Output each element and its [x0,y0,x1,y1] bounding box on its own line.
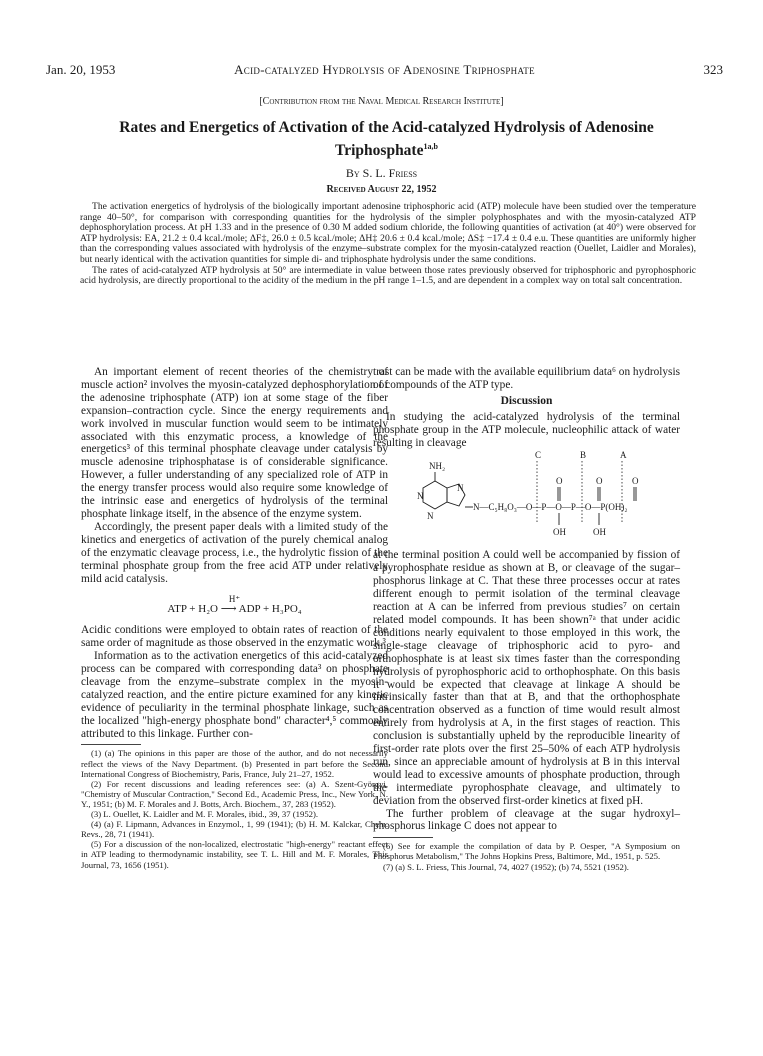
footnote: (7) (a) S. L. Friess, This Journal, 74, 4027 (1952); (b) 74, 5521 (1952). [383,861,629,872]
header-running-title: Acid-catalyzed Hydrolysis of Adenosine Triphosphate [234,62,535,77]
ring-n-label: N [427,511,434,522]
label-b: B [580,450,587,461]
pyrimidine-ring [423,481,447,509]
left-column [81,366,388,870]
footnote-rule [81,744,141,745]
equation-text: ATP + H₂O ⟶ ADP + H₃PO₄ [167,603,302,616]
author-line: By S. L. Friess [345,166,418,180]
footnote: (2) For recent discussions and leading references see: (a) A. Szent-Györgyi, "Chemistry of Muscular Contraction," Second Ed., Academic Press, Inc., New York, N. Y., 1951; (b) M. F. Morales and J. Botts, Arch. Biochem., 37, 283 (1952). [81,778,388,809]
article-title-text: Rates and Energetics of Activation of the Acid-catalyzed Hydrolysis of Adenosine Triphosphate [119,119,654,160]
footnotes-right [373,841,680,871]
contribution-line: [Contribution from the Naval Medical Research Institute] [259,96,504,107]
atp-structure-svg [373,449,680,549]
oxygen-label: O [596,476,603,487]
oxygen-label: O [632,476,639,487]
abstract-paragraph: The activation energetics of hydrolysis of the biologically important adenosine triphosphoric acid (ATP) molecule have been studied over the temperature range 40–50°, for comparison with corresponding quantities for the hydrolysis of the simpler polyphosphates and with the myosin-catalyzed ATP dephosphorylation process. At pH 1.33 and in the presence of 0.30 M added sodium chloride, the following quantities of activation (at 40°) were observed for ATP hydrolysis: EA, 21.2 ± 0.4 kcal./mole; ΔF‡, 26.0 ± 0.5 kcal./mole; ΔH‡ 20.6 ± 0.4 kcal./mole; ΔS‡ −17.4 ± 0.4 e.u. These quantities are uniformly higher than the corresponding values associated with hydrolysis of the enzyme–substrate complex for the myosin-catalyzed reaction (Ouellet, Laidler and Morales), but nearly identical with the activation quantities for simple di- and triphosphate hydrolysis under the same conditions. [80,201,696,265]
body-paragraph: Accordingly, the present paper deals with a limited study of the kinetics and energetics of activation of the purely chemical analog of the enzymatic cleavage process, i.e., the hydrolytic fission of the terminal phosphate group from the free acid ATP under relatively mild acid catalysis. [81,520,388,585]
page-number: 323 [703,62,723,77]
phosphate-chain: N—C₅H₈O₃—O—P—O—P—O—P(OH)₂ [473,502,628,513]
body-paragraph: The further problem of cleavage at the sugar hydroxyl–phosphorus linkage C does not appear to [373,807,680,833]
title-footnote-marker: 1a,b [423,142,438,151]
body-paragraph: Information as to the activation energetics of this acid-catalyzed process can be compared with corresponding data³ on phosphate cleavage from the enzyme–substrate complex in the myosin-catalyzed reaction, and the entire picture examined for any kinetic evidence of peculiarity in the terminal phosphate linkage, such as the localized "high-energy phosphate bond" character⁴,⁵ commonly attributed to this linkage. Further con- [81,650,388,740]
section-heading: Discussion [500,394,553,407]
oxygen-label: O [556,476,563,487]
label-a: A [620,450,627,461]
footnote: (3) L. Ouellet, K. Laidler and M. F. Morales, ibid., 39, 37 (1952). [91,809,319,820]
ring-n-label: N [457,483,464,494]
atp-structure-diagram [373,449,680,549]
received-date: Received August 22, 1952 [326,184,437,195]
running-header [46,62,723,80]
footnote-rule [373,837,433,838]
hydroxyl-label: OH [593,527,606,538]
abstract-paragraph: The rates of acid-catalyzed ATP hydrolysis at 50° are intermediate in value between those rates previously observed for triphosphoric and pyrophosphoric acid hydrolysis, are directly proportional to the acidity of the medium in the pH range 1–1.5, and are dependent in a complex way on total salt concentration. [80,264,696,287]
body-paragraph: Acidic conditions were employed to obtain rates of reaction of the same order of magnitude as those observed in the enzymatic work.³ [81,624,388,650]
amine-label: NH₂ [429,461,446,472]
reaction-equation [81,594,388,616]
body-paragraph: at the terminal position A could well be accompanied by fission of a pyrophosphate residue as shown at B, or cleavage of the sugar–phosphorus linkage at C. That these three processes occur at rates different enough to permit isolation of the terminal cleavage reaction at A can be inferred from previous studies⁷ on certain related model compounds. It has been shown⁷ᵃ that under acidic conditions nearly equivalent to those employed in this work, the single-stage cleavage of triphosphoric acid to pyro- and orthophosphate is at least six times faster than the corresponding hydrolysis of pyrophosphoric acid to orthophosphate. On this basis it would be expected that cleavage at linkage A should be intrinsically faster than that at B, and that the orthophosphate concentration observed as a function of time would result almost entirely from hydrolysis at A, in the first stages of reaction. This conclusion is substantially upheld by the reproducible linearity of first-order rate plots over the first 25–50% of each ATP hydrolysis run, since an appreciable amount of hydrolysis at B in this interval would lead to excessive amounts of phosphate production, through the intermediate pyrophosphate cleavage, and ultimately to deviation from the observed first-order kinetics at fixed pH. [373,549,680,807]
header-date: Jan. 20, 1953 [46,62,116,77]
body-paragraph: trast can be made with the available equilibrium data⁶ on hydrolysis of compounds of the ATP type. [373,366,680,391]
article-title [70,118,703,160]
footnote: (6) See for example the compilation of data by P. Oesper, "A Symposium on Phosphorus Metabolism," The Johns Hopkins Press, Baltimore, Md., 1951, p. 525. [373,841,680,862]
right-column [373,366,680,872]
body-paragraph: An important element of recent theories of the chemistry of muscle action² involves the myosin-catalyzed dephosphorylation of the adenosine triphosphate (ATP) ion at some stage of the fiber expansion–contraction cycle. Since the energy requirements and work involved in muscular function would seem to be intimately associated with this enzymatic process, a knowledge of the energetics³ of this terminal phosphate cleavage under catalysis by muscle adenosine triphosphatase is of considerable significance. However, a fuller understanding of any specialized role of ATP in the energy transfer process would also require some knowledge of the intrinsic ease and energetics of hydrolysis of the terminal phosphate linkage itself, in the absence of the enzyme system. [81,366,388,520]
hydroxyl-label: OH [553,527,566,538]
abstract [80,202,696,287]
footnote: (4) (a) F. Lipmann, Advances in Enzymol., 1, 99 (1941); (b) H. M. Kalckar, Chem. Revs., 28, 71 (1941). [81,819,388,840]
equation-catalyst: H⁺ [228,594,241,605]
label-c: C [535,450,542,461]
footnotes-left [81,748,388,869]
footnote: (5) For a discussion of the non-localized, electrostatic "high-energy" reactant effect in ATP leading to thermodynamic instability, see T. L. Hill and M. F. Morales, This Journal, 73, 1656 (1951). [81,839,388,870]
body-paragraph: In studying the acid-catalyzed hydrolysis of the terminal phosphate group in the ATP molecule, nucleophilic attack of water resulting in cleavage [373,410,680,449]
ring-n-label: N [417,491,424,502]
footnote: (1) (a) The opinions in this paper are those of the author, and do not necessarily reflect the views of the Navy Department. (b) Presented in part before the Second International Congress of Biochemistry, Paris, France, July 21–27, 1952. [81,748,388,779]
